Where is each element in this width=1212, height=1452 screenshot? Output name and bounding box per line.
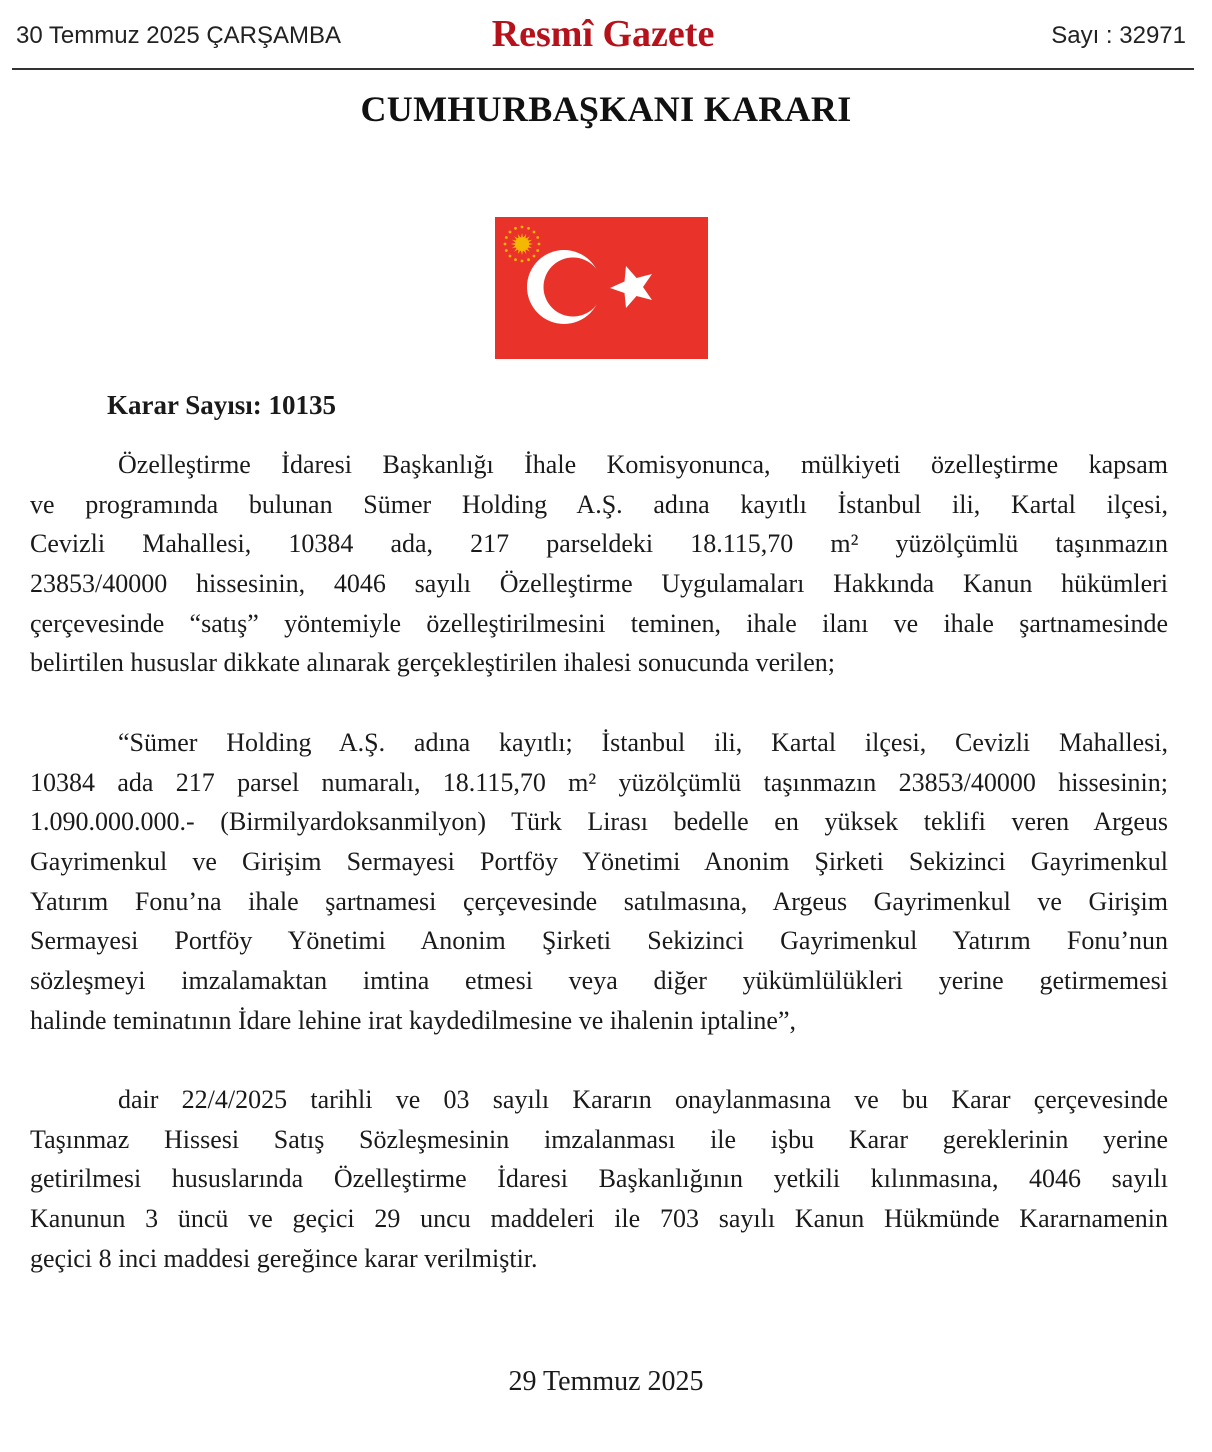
ring-star-icon xyxy=(509,231,512,234)
text-line: çerçevesinde “satış” yöntemiyle özelleştirilmesini teminen, ihale ilanı ve ihale şartnamesinde xyxy=(30,608,1168,638)
crescent-inner xyxy=(544,258,603,317)
text-line: Cevizli Mahallesi, 10384 ada, 217 parseldeki 18.115,70 m² yüzölçümlü taşınmazın xyxy=(30,529,1168,559)
presidential-flag-icon xyxy=(495,217,708,359)
text-line: sözleşmeyi imzalamaktan imtina etmesi veya diğer yükümlülükleri yerine getirmemesi xyxy=(30,966,1168,996)
text-line: Gayrimenkul ve Girişim Sermayesi Portföy Yönetimi Anonim Şirketi Sekizinci Gayrimenkul xyxy=(30,847,1168,877)
text-line: Sermayesi Portföy Yönetimi Anonim Şirketi Sekizinci Gayrimenkul Yatırım Fonu’nun xyxy=(30,926,1168,956)
ring-star-icon xyxy=(514,227,517,230)
publication-date: 30 Temmuz 2025 ÇARŞAMBA xyxy=(16,22,342,49)
paragraph-1 xyxy=(30,445,1168,683)
text-line: 10384 ada 217 parsel numaralı, 18.115,70 m² yüzölçümlü taşınmazın 23853/40000 hissesinin; xyxy=(30,767,1168,797)
ring-star-icon xyxy=(504,243,507,246)
document-title: CUMHURBAŞKANI KARARI xyxy=(360,89,852,129)
text-line: 1.090.000.000.- (Birmilyardoksanmilyon) Türk Lirası bedelle en yüksek teklifi veren Argeus xyxy=(30,807,1168,837)
gazette-header xyxy=(12,0,1194,70)
ring-star-icon xyxy=(505,236,508,239)
text-line: Yatırım Fonu’na ihale şartnamesi çerçevesinde satılmasına, Argeus Gayrimenkul ve Girişim xyxy=(30,886,1168,916)
ring-star-icon xyxy=(521,260,524,263)
text-line: halinde teminatının İdare lehine irat kaydedilmesine ve ihalenin iptaline”, xyxy=(30,1005,796,1035)
text-line: Taşınmaz Hissesi Satış Sözleşmesinin imzalanması ile işbu Karar gereklerinin yerine xyxy=(30,1124,1168,1154)
text-line: “Sümer Holding A.Ş. adına kayıtlı; İstanbul ili, Kartal ilçesi, Cevizli Mahallesi, xyxy=(118,728,1168,757)
paragraph-2 xyxy=(30,723,1168,1041)
text-line: dair 22/4/2025 tarihli ve 03 sayılı Kararın onaylanmasına ve bu Karar çerçevesinde xyxy=(118,1085,1168,1114)
signature-date: 29 Temmuz 2025 xyxy=(508,1366,704,1397)
ring-star-icon xyxy=(509,255,512,258)
ring-star-icon xyxy=(527,227,530,230)
text-line: Özelleştirme İdaresi Başkanlığı İhale Komisyonunca, mülkiyeti özelleştirme kapsam xyxy=(118,450,1168,479)
ring-star-icon xyxy=(533,255,536,258)
ring-star-icon xyxy=(538,243,541,246)
decision-number: Karar Sayısı: 10135 xyxy=(107,390,336,420)
issue-number: Sayı : 32971 xyxy=(1051,22,1186,49)
ring-star-icon xyxy=(505,249,508,252)
ring-star-icon xyxy=(533,231,536,234)
ring-star-icon xyxy=(527,258,530,261)
text-line: getirilmesi hususlarında Özelleştirme İdaresi Başkanlığının yetkili kılınmasına, 4046 sayılı xyxy=(30,1164,1168,1194)
gazette-title: Resmî Gazete xyxy=(491,13,715,55)
text-line: geçici 8 inci maddesi gereğince karar verilmiştir. xyxy=(30,1243,538,1273)
paragraph-3 xyxy=(30,1080,1168,1278)
ring-star-icon xyxy=(536,249,539,252)
text-line: 23853/40000 hissesinin, 4046 sayılı Özelleştirme Uygulamaları Hakkında Kanun hükümleri xyxy=(30,569,1168,599)
ring-star-icon xyxy=(521,226,524,229)
text-line: Kanunun 3 üncü ve geçici 29 uncu maddeleri ile 703 sayılı Kanun Hükmünde Kararnamenin xyxy=(30,1204,1168,1234)
ring-star-icon xyxy=(536,236,539,239)
text-line: belirtilen hususlar dikkate alınarak gerçekleştirilen ihalesi sonucunda verilen; xyxy=(30,648,835,678)
ring-star-icon xyxy=(514,258,517,261)
text-line: ve programında bulunan Sümer Holding A.Ş. adına kayıtlı İstanbul ili, Kartal ilçesi, xyxy=(30,489,1168,519)
